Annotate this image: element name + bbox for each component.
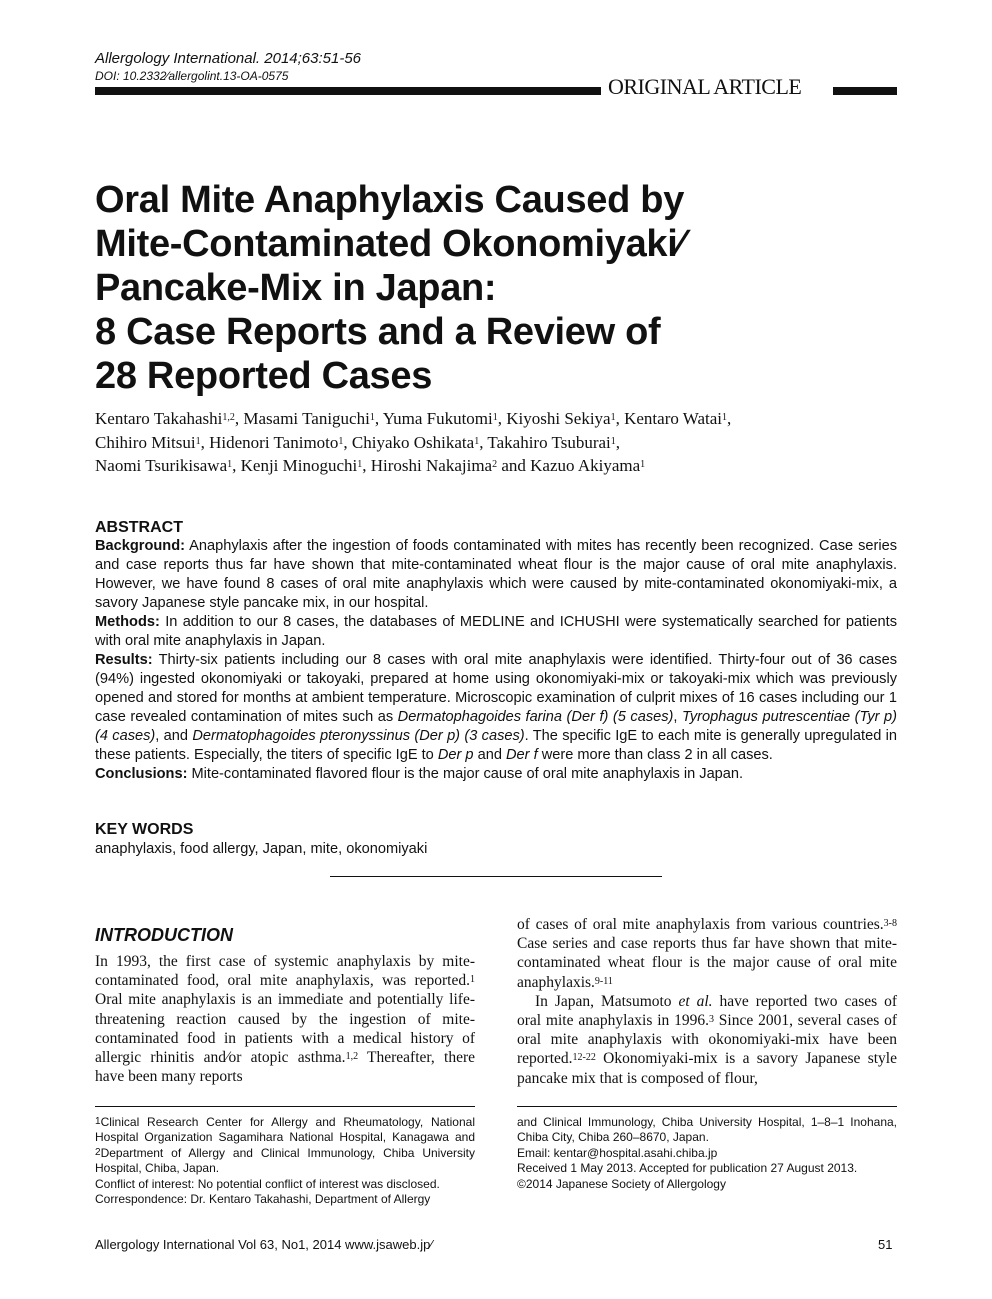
author-separator: , bbox=[615, 432, 621, 452]
article-title bbox=[95, 178, 895, 398]
author-name: Naomi Tsurikisawa bbox=[95, 456, 228, 475]
results-text: and bbox=[473, 747, 507, 763]
author-affiliation: 1 bbox=[227, 459, 233, 470]
section-divider bbox=[330, 876, 662, 877]
footer-citation: Allergology International Vol 63, No1, 2014 www.jsaweb.jp⁄ bbox=[95, 1237, 433, 1252]
conclusions-label: Conclusions: bbox=[95, 766, 188, 782]
conflict-of-interest: Conflict of interest: No potential conflict of interest was disclosed. bbox=[95, 1176, 440, 1191]
background-text: Anaphylaxis after the ingestion of foods contaminated with mites has recently been recognized. Case series and case reports thus far have shown that mite-contaminated wheat flour is the major cause of oral mite anaphylaxis. However, we have found 8 cases of oral mite anaphylaxis which were caused by mite-contaminated okonomiyaki-mix, a savory Japanese style pancake mix, in our hospital. bbox=[95, 538, 897, 611]
results-text: , bbox=[673, 709, 682, 725]
author-separator: , bbox=[200, 432, 210, 452]
methods-label: Methods: bbox=[95, 614, 160, 630]
author-list bbox=[95, 407, 895, 478]
author-name: Chihiro Mitsui bbox=[95, 432, 196, 452]
author-line-3 bbox=[95, 454, 895, 478]
author-affiliation: 1 bbox=[357, 459, 363, 470]
author-affiliation: 1 bbox=[640, 459, 646, 470]
abstract-heading: ABSTRACT bbox=[95, 519, 183, 536]
author-separator: , bbox=[362, 456, 371, 475]
body-text: Thereafter, there have been many reports bbox=[95, 1049, 476, 1086]
title-line: 28 Reported Cases bbox=[95, 355, 433, 397]
introduction-heading: INTRODUCTION bbox=[95, 925, 233, 945]
body-column-right bbox=[517, 915, 897, 1088]
author-affiliation: 1 bbox=[338, 435, 344, 447]
abstract-methods bbox=[95, 613, 897, 651]
title-line: Mite-Contaminated Okonomiyaki⁄ bbox=[95, 223, 684, 265]
keywords-list: anaphylaxis, food allergy, Japan, mite, okonomiyaki bbox=[95, 841, 428, 857]
keywords-heading: KEY WORDS bbox=[95, 821, 194, 838]
intro-paragraph bbox=[95, 952, 475, 1086]
page-number: 51 bbox=[878, 1237, 893, 1252]
author-name: Hidenori Tanimoto bbox=[209, 432, 339, 452]
et-al: et al. bbox=[678, 992, 713, 1010]
author-name: Kiyoshi Sekiya bbox=[506, 409, 611, 428]
footnote-rule bbox=[517, 1106, 897, 1107]
abstract-section bbox=[95, 518, 897, 784]
author-name: Chiyako Oshikata bbox=[351, 432, 475, 452]
results-text: were more than class 2 in all cases. bbox=[537, 747, 773, 763]
author-separator: , bbox=[497, 409, 507, 428]
citation-ref[interactable]: 1 bbox=[470, 974, 475, 986]
author-name: Yuma Fukutomi bbox=[382, 409, 493, 428]
affiliation-marker: 2 bbox=[95, 1146, 101, 1158]
author-separator: , bbox=[374, 409, 383, 428]
intro-paragraph-cont bbox=[517, 915, 897, 992]
author-separator: , bbox=[232, 456, 241, 475]
footnotes-left bbox=[95, 1115, 475, 1207]
methods-text: In addition to our 8 cases, the databases of MEDLINE and ICHUSHI were systematically searched for patients with oral mite anaphylaxis in Japan. bbox=[95, 614, 897, 649]
author-name: Kazuo Akiyama bbox=[530, 456, 641, 475]
author-name: Kentaro Takahashi bbox=[95, 409, 223, 428]
affiliation-text: Clinical Research Center for Allergy and Rheumatology, National Hospital Organization Sagamihara National Hospital, Kanagawa and bbox=[95, 1115, 475, 1145]
author-affiliation: 1 bbox=[369, 412, 375, 423]
title-line: Oral Mite Anaphylaxis Caused by bbox=[95, 179, 685, 221]
species-abbrev: Der p bbox=[437, 747, 474, 763]
conclusions-text: Mite-contaminated flavored flour is the major cause of oral mite anaphylaxis in Japan. bbox=[187, 766, 744, 782]
title-line: 8 Case Reports and a Review of bbox=[95, 311, 661, 353]
abstract-conclusions bbox=[95, 765, 897, 784]
citation-ref[interactable]: 1,2 bbox=[345, 1051, 359, 1063]
body-text: In Japan, Matsumoto bbox=[535, 992, 679, 1010]
copyright: ©2014 Japanese Society of Allergology bbox=[517, 1176, 726, 1191]
results-text: , and bbox=[155, 728, 193, 744]
citation-ref[interactable]: 9-11 bbox=[594, 975, 613, 987]
author-line-2 bbox=[95, 431, 895, 455]
abstract-results bbox=[95, 651, 897, 765]
citation-ref[interactable]: 12-22 bbox=[572, 1052, 596, 1064]
author-affiliation: 1 bbox=[610, 435, 616, 447]
title-line: Pancake-Mix in Japan: bbox=[95, 267, 497, 309]
species-name: Dermatophagoides farina (Der f) (5 cases) bbox=[397, 709, 674, 725]
author-separator: , bbox=[479, 432, 488, 452]
species-name: Dermatophagoides pteronyssinus (Der p) (3 cases) bbox=[192, 728, 525, 744]
journal-citation: Allergology International. 2014;63:51-56 bbox=[95, 50, 362, 67]
species-name: Tyrophagus putrescentiae (Tyr p) (4 cases) bbox=[95, 709, 898, 744]
citation-ref[interactable]: 3-8 bbox=[883, 918, 897, 929]
received-accepted: Received 1 May 2013. Accepted for publication 27 August 2013. bbox=[517, 1161, 858, 1176]
author-name: Hiroshi Nakajima bbox=[370, 456, 493, 475]
author-affiliation: 1,2 bbox=[222, 412, 235, 423]
correspondence-cont: and Clinical Immunology, Chiba University Hospital, 1–8–1 Inohana, Chiba City, Chiba 260–8670, Japan. bbox=[517, 1115, 897, 1145]
doi[interactable]: DOI: 10.2332⁄allergolint.13-OA-0575 bbox=[95, 69, 289, 83]
body-text: In 1993, the first case of systemic anaphylaxis by mite-contaminated food, oral mite anaphylaxis, was reported. bbox=[95, 953, 475, 990]
author-affiliation: 1 bbox=[722, 412, 728, 423]
background-label: Background: bbox=[95, 538, 185, 554]
author-affiliation: 1 bbox=[195, 435, 201, 447]
footnote-rule bbox=[95, 1106, 475, 1107]
author-name: Kenji Minoguchi bbox=[240, 456, 358, 475]
header-rule-right bbox=[833, 87, 897, 95]
author-separator: and bbox=[497, 456, 531, 475]
author-affiliation: 1 bbox=[474, 435, 480, 447]
abstract-background bbox=[95, 537, 897, 613]
affiliation-marker: 1 bbox=[95, 1116, 101, 1127]
author-affiliation: 1 bbox=[492, 412, 498, 423]
body-text: of cases of oral mite anaphylaxis from various countries. bbox=[517, 916, 884, 933]
results-label: Results: bbox=[95, 652, 153, 668]
citation-ref[interactable]: 3 bbox=[708, 1014, 714, 1026]
body-text: Oral mite anaphylaxis is an immediate and potentially life-threatening reaction caused by the ingestion of mite-contaminated food in patients with a medical history of allergic rhinitis and⁄or atopic asthma. bbox=[95, 991, 475, 1067]
header-rule-left bbox=[95, 87, 601, 95]
intro-paragraph bbox=[517, 992, 897, 1088]
body-column-left bbox=[95, 952, 475, 1086]
author-separator: , bbox=[234, 409, 244, 428]
article-type-label: ORIGINAL ARTICLE bbox=[608, 74, 802, 99]
body-text: Since 2001, several cases of oral mite anaphylaxis with okonomiyaki-mix have been reported. bbox=[517, 1012, 897, 1068]
results-text: . The specific IgE to each mite is generally upregulated in these patients. Especially, the titers of specific IgE to bbox=[95, 728, 898, 763]
author-separator: , bbox=[615, 409, 625, 428]
author-name: Takahiro Tsuburai bbox=[487, 432, 611, 452]
affiliations bbox=[95, 1115, 475, 1177]
email[interactable]: Email: kentar@hospital.asahi.chiba.jp bbox=[517, 1145, 718, 1160]
author-name: Masami Taniguchi bbox=[243, 409, 370, 428]
species-abbrev: Der f bbox=[506, 747, 538, 763]
author-separator: , bbox=[727, 409, 732, 428]
correspondence: Correspondence: Dr. Kentaro Takahashi, Department of Allergy bbox=[95, 1192, 431, 1207]
author-affiliation: 1 bbox=[610, 412, 616, 423]
author-separator: , bbox=[343, 432, 352, 452]
author-name: Kentaro Watai bbox=[624, 409, 723, 428]
results-text: Thirty-six patients including our 8 cases with oral mite anaphylaxis were identified. Thirty-four out of 36 cases (94%) ingested okonomiyaki or takoyaki, prepared at home using okonomiyaki-mix or takoyaki-mix which was previously opened and stored for months at ambient temperature. Microscopic examination of culprit mixes of 16 cases including our 1 case revealed contamination of mites such as bbox=[95, 652, 897, 725]
footnotes-right bbox=[517, 1115, 897, 1192]
affiliation-text: Department of Allergy and Clinical Immunology, Chiba University Hospital, Chiba, Japan. bbox=[95, 1145, 475, 1176]
author-affiliation: 2 bbox=[492, 459, 498, 470]
author-line-1 bbox=[95, 407, 895, 431]
body-text: Case series and case reports thus far have shown that mite-contaminated wheat flour is the major cause of oral mite anaphylaxis. bbox=[517, 935, 897, 991]
body-text: have reported two cases of oral mite anaphylaxis in 1996. bbox=[517, 992, 897, 1030]
body-text: Okonomiyaki-mix is a savory Japanese style pancake mix that is composed of flour, bbox=[517, 1050, 897, 1087]
